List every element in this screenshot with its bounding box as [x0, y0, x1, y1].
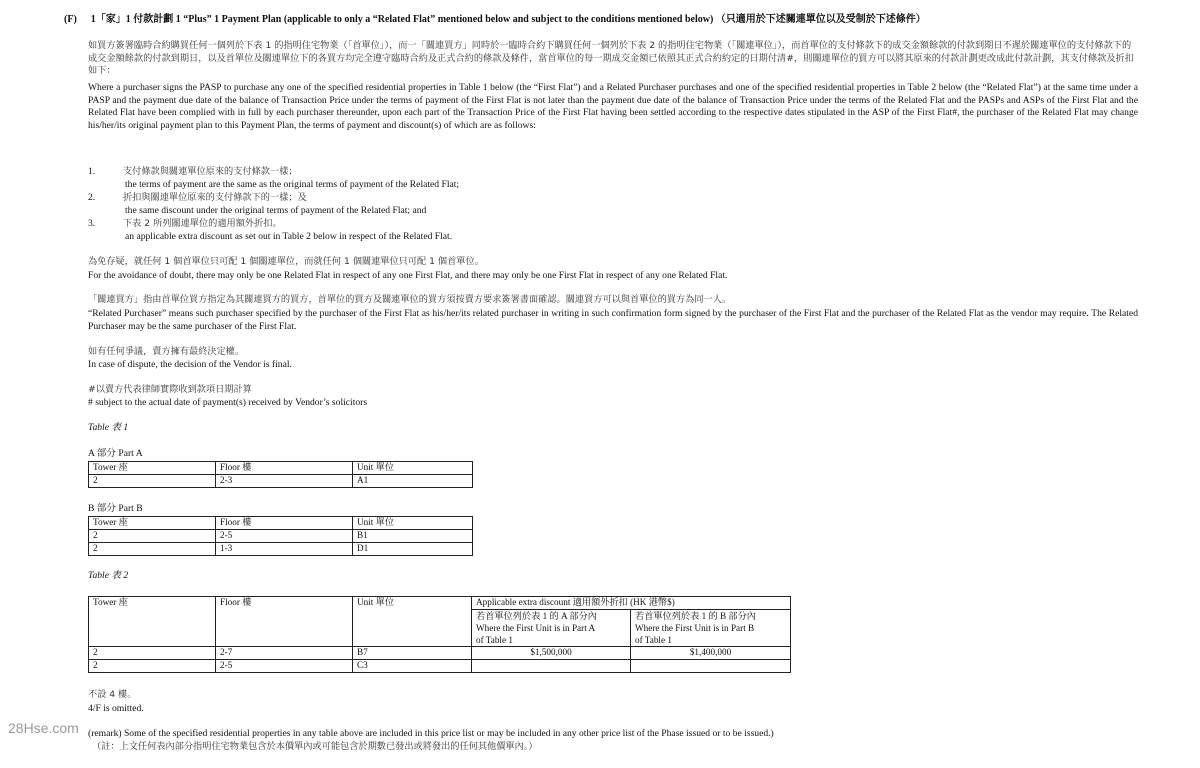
list-item	[88, 192, 688, 205]
cell-tower: 2	[89, 530, 216, 543]
subheader-part-a-en2: of Table 1	[476, 635, 513, 645]
avoidance-en: For the avoidance of doubt, there may only be one Related Flat in respect of any one First Flat, and there may only be one First Flat in respect of any one Related Flat.	[88, 270, 728, 281]
subject-zh: #以賣方代表律師實際收到款項日期計算	[88, 384, 252, 395]
intro-zh: 如買方簽署臨時合約購買任何一個列於下表 1 的指明住宅物業（「首單位」），而一「關連買方」同時於一臨時合約下購買任何一個列於下表 2 的指明住宅物業（「關連單位」），而首單位的支付條款下的成交金額餘款的付款到期日不遲於關連單位的支付條款下的成交金額餘款的付款到期日，以及首單位及關連單位下的各買方均完全遵守臨時合約及正式合約的條款及條件，當首單位的每一期成交金額已依照其正式合約約定的日期付清#，則關連單位的買方可以將其原來的付款計劃更改成此付款計劃，其支付條款及折扣如下：	[88, 40, 1134, 77]
cell-tower: 2	[89, 475, 216, 488]
subheader-part-b-en: Where the First Unit is in Part B	[635, 623, 755, 633]
cell-unit: C3	[353, 660, 472, 673]
list-item-en: the terms of payment are the same as the original terms of payment of the Related Flat;	[125, 179, 460, 190]
cell-unit: D1	[353, 543, 473, 556]
site-watermark: 28Hse.com	[8, 720, 79, 736]
subheader-part-a-en: Where the First Unit is in Part A	[476, 623, 596, 633]
list-number: 1.	[88, 166, 96, 177]
list-item-en-line	[88, 205, 688, 218]
table-header-row	[89, 597, 791, 610]
subheader-part-b-zh: 若首單位列於表 1 的 B 部分內	[635, 611, 756, 621]
table1-part-a-label: A 部分 Part A	[88, 448, 143, 459]
header-unit: Unit 單位	[353, 462, 473, 475]
omitted-en: 4/F is omitted.	[88, 703, 144, 714]
cell-unit: B1	[353, 530, 473, 543]
subheader-part-a	[472, 610, 631, 647]
subheader-part-b-en2: of Table 1	[635, 635, 672, 645]
cell-unit: A1	[353, 475, 473, 488]
intro-en: Where a purchaser signs the PASP to purchase any one of the specified residential properties in Table 1 below (the “First Flat”) and a Related Purchaser purchases and one of the specified residential properties in Table 2 below (the “Related Flat”) at the same time under a PASP and the payment due date of the balance of Transaction Price under the terms of payment of the First Flat is not later than the payment due date of the balance of Transaction Price under the terms of the Related Flat and the PASPs and ASPs of the First Flat and the Related Flat have been complied with in full by each purchaser thereunder, upon each part of the Transaction Price of the First Flat having been settled according to the respective dates stipulated in the ASP of the First Flat#, the purchaser of the Related Flat may change his/her/its original payment plan to this Payment Plan, the terms of payment and discount(s) of which are as follows:	[88, 82, 1138, 131]
plan-title: 1「家」1 付款計劃 1 “Plus” 1 Payment Plan (applicable to only a “Related Flat” mentioned below and subject to the conditions mentioned below) （只適用於下述關連單位以及受制於下述條件）	[90, 14, 926, 25]
cell-floor: 2-5	[216, 530, 353, 543]
table2	[88, 596, 791, 673]
table-row	[89, 543, 473, 556]
list-item-en-line	[88, 179, 688, 192]
table-header-row	[89, 462, 473, 475]
dispute-zh: 如有任何爭議，賣方擁有最終決定權。	[88, 346, 245, 357]
cell-unit: B7	[353, 647, 472, 660]
list-item-en: the same discount under the original terms of payment of the Related Flat; and	[125, 205, 427, 216]
table-row	[89, 475, 473, 488]
remark-en: (remark) Some of the specified residential properties in any table above are included in this price list or may be included in any other price list of the Phase issued or to be issued.)	[88, 728, 774, 739]
header-tower: Tower 座	[89, 462, 216, 475]
related-purchaser-en: “Related Purchaser” means such purchaser specified by the purchaser of the First Flat as his/her/its related purchaser in writing in such confirmation form signed by the purchaser of the First Flat and the purchaser of the Related Flat as the vendor may require. The Related Purchaser may be the same purchaser of the First Flat.	[88, 308, 1138, 332]
table-row	[89, 647, 791, 660]
header-tower: Tower 座	[89, 517, 216, 530]
remark-zh: （註：上文任何表內部分指明住宅物業包含於本價單內或可能包含於期數已發出或將發出的任何其他價單內。）	[92, 741, 538, 752]
table2-title: Table 表 2	[88, 570, 129, 581]
terms-list	[88, 166, 688, 244]
cell-tower: 2	[89, 543, 216, 556]
header-discount: Applicable extra discount 適用額外折扣 (HK 港幣$)	[472, 597, 791, 610]
dispute-en: In case of dispute, the decision of the Vendor is final.	[88, 359, 292, 370]
list-number: 2.	[88, 192, 96, 203]
cell-discount-a: $1,500,000	[472, 647, 631, 660]
subject-en: # subject to the actual date of payment(s) received by Vendor’s solicitors	[88, 397, 368, 408]
list-item-zh: 支付條款與關連單位原來的支付條款一樣；	[123, 166, 298, 177]
table-header-row	[89, 517, 473, 530]
cell-tower: 2	[89, 647, 216, 660]
table-row	[89, 660, 791, 673]
cell-discount-b	[631, 660, 791, 673]
header-unit: Unit 單位	[353, 597, 472, 647]
plan-heading	[64, 14, 926, 27]
list-item	[88, 218, 688, 231]
header-unit: Unit 單位	[353, 517, 473, 530]
table1-title: Table 表 1	[88, 422, 129, 433]
table1-part-a	[88, 461, 473, 488]
table-row	[89, 530, 473, 543]
cell-floor: 2-3	[216, 475, 353, 488]
related-purchaser-zh: 「關連買方」指由首單位買方指定為其關連買方的買方，首單位的買方及關連單位的買方須按賣方要求簽署書面確認。關連買方可以與首單位的買方為同一人。	[88, 294, 732, 305]
table1-part-b	[88, 516, 473, 556]
list-item-zh: 下表 2 所列關連單位的適用額外折扣。	[123, 218, 282, 229]
header-floor: Floor 樓	[216, 517, 353, 530]
subheader-part-b	[631, 610, 791, 647]
cell-tower: 2	[89, 660, 216, 673]
list-item-zh: 折扣與關連單位原來的支付條款下的一樣；及	[123, 192, 307, 203]
list-item-en: an applicable extra discount as set out in Table 2 below in respect of the Related Flat.	[125, 231, 453, 242]
list-item	[88, 166, 688, 179]
header-tower: Tower 座	[89, 597, 216, 647]
list-item-en-line	[88, 231, 688, 244]
header-floor: Floor 樓	[216, 597, 353, 647]
cell-discount-a	[472, 660, 631, 673]
omitted-zh: 不設 4 樓。	[88, 689, 137, 700]
cell-floor: 2-7	[216, 647, 353, 660]
cell-floor: 1-3	[216, 543, 353, 556]
cell-floor: 2-5	[216, 660, 353, 673]
section-label: (F)	[64, 14, 77, 25]
cell-discount-b: $1,400,000	[631, 647, 791, 660]
table1-part-b-label: B 部分 Part B	[88, 503, 143, 514]
avoidance-zh: 為免存疑，就任何 1 個首單位只可配 1 個關連單位，而就任何 1 個關連單位只可配 1 個首單位。	[88, 256, 484, 267]
subheader-part-a-zh: 若首單位列於表 1 的 A 部分內	[476, 611, 597, 621]
list-number: 3.	[88, 218, 96, 229]
header-floor: Floor 樓	[216, 462, 353, 475]
